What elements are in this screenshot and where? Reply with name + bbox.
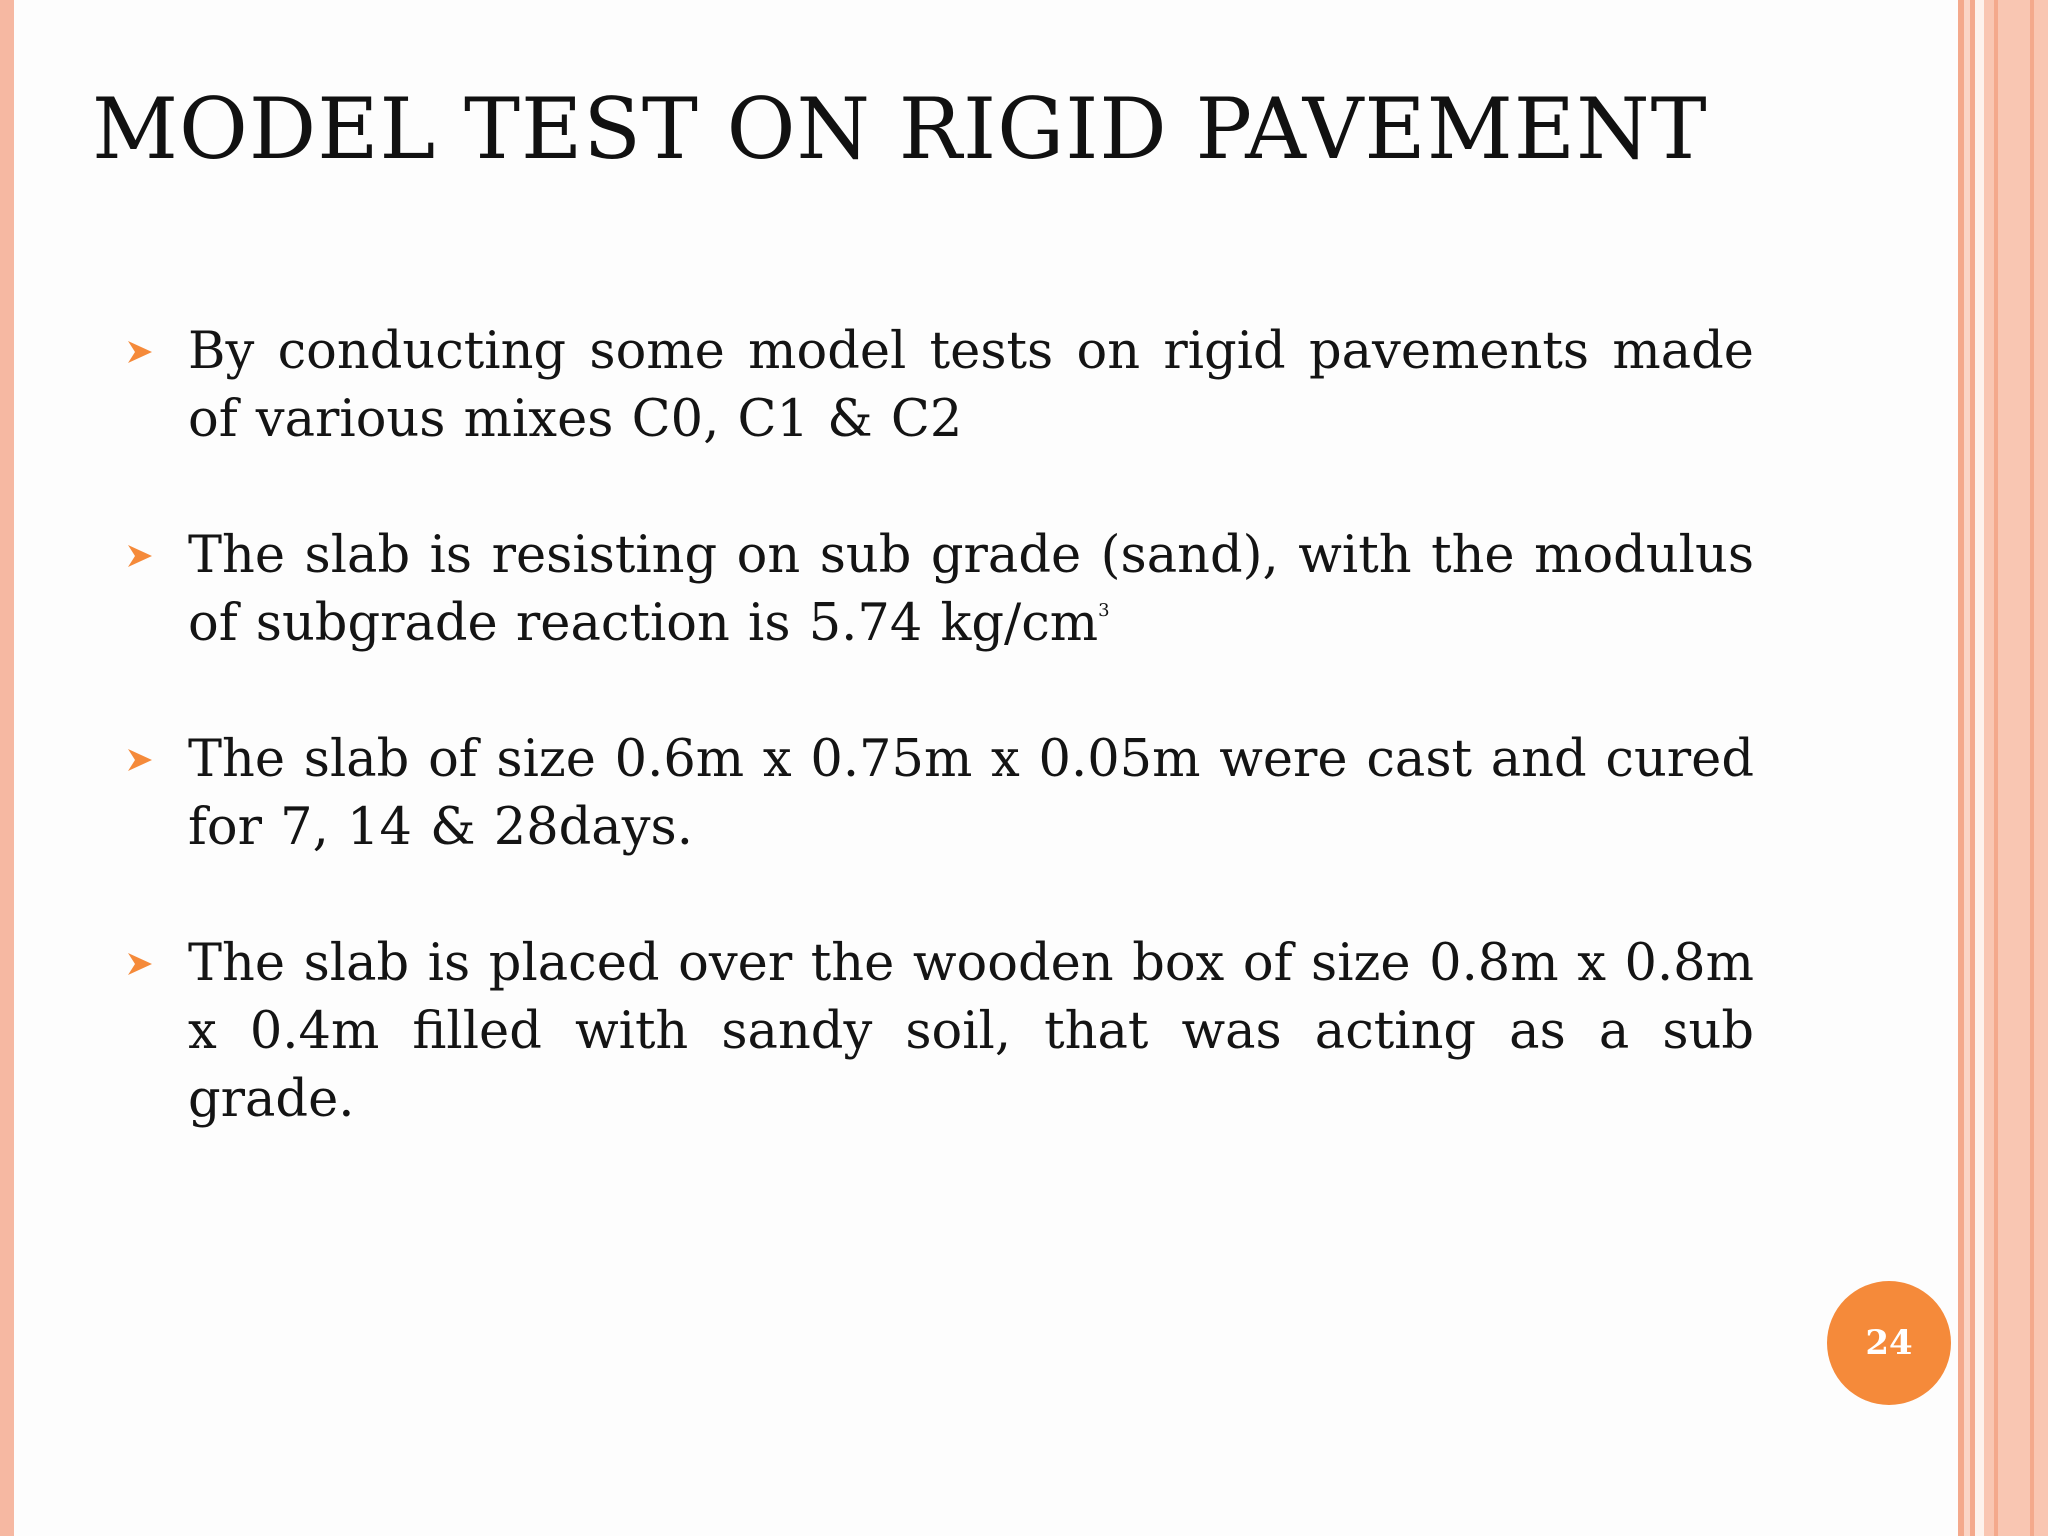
- right-border-line: [1994, 0, 1998, 1536]
- bullet-item: [124, 522, 1754, 658]
- bullet-item: [124, 930, 1754, 1134]
- right-border-gap: [1975, 0, 1984, 1536]
- page-number: 24: [1865, 1323, 1913, 1363]
- arrowhead-bullet-icon: [126, 746, 154, 774]
- arrowhead-bullet-icon: [126, 950, 154, 978]
- bullet-text: By conducting some model tests on rigid pavements made of various mixes C0, C1 & C2: [188, 322, 1754, 449]
- arrowhead-bullet-icon: [126, 338, 154, 366]
- bullet-text-with-superscript: [188, 522, 1754, 658]
- bullet-text: The slab is placed over the wooden box of size 0.8m x 0.8m x 0.4m filled with sandy soil, that was acting as a sub grade.: [188, 934, 1754, 1129]
- page-number-badge: [1827, 1281, 1951, 1405]
- slide-title: MODEL TEST ON RIGID PAVEMENT: [92, 80, 1708, 178]
- bullet-list: [124, 318, 1754, 1202]
- superscript: 3: [1098, 600, 1110, 621]
- bullet-item: [124, 318, 1754, 454]
- bullet-text: The slab of size 0.6m x 0.75m x 0.05m were cast and cured for 7, 14 & 28days.: [188, 730, 1754, 857]
- bullet-text: The slab is resisting on sub grade (sand), with the modulus of subgrade reaction is 5.74 kg/cm: [188, 526, 1754, 653]
- left-border-stripe: [0, 0, 14, 1536]
- arrowhead-bullet-icon: [126, 542, 154, 570]
- bullet-item: [124, 726, 1754, 862]
- right-border-line: [2030, 0, 2034, 1536]
